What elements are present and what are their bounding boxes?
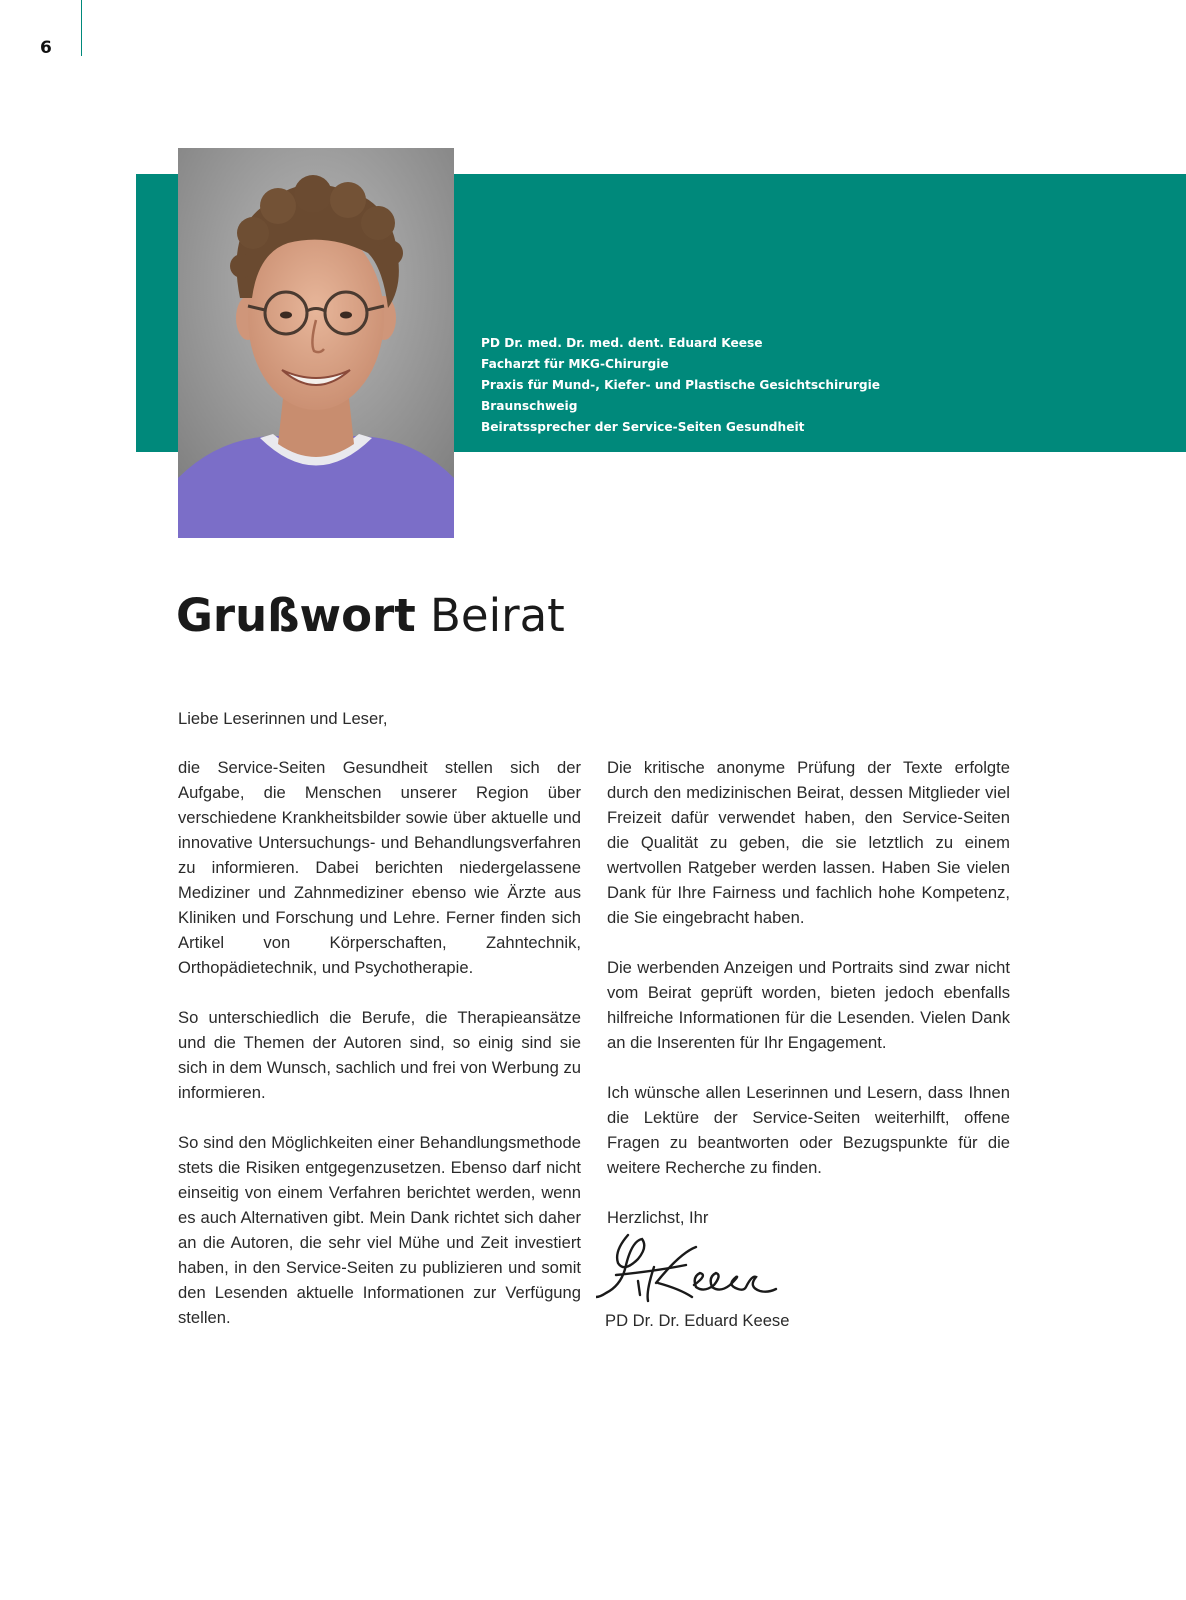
author-portrait	[178, 148, 454, 538]
closing: Herzlichst, Ihr	[607, 1208, 709, 1227]
author-city: Braunschweig	[481, 399, 578, 413]
page-title-bold: Grußwort	[176, 589, 416, 642]
portrait-illustration	[178, 148, 454, 538]
paragraph: Die kritische anonyme Prüfung der Texte erfolgte durch den medizinischen Beirat, dessen Mitglieder viel Freizeit dafür verwendet haben, den Service-Seiten die Qualität zu geben, die sie letztlich zu einem wertvollen Ratgeber werden lassen. Haben Sie vielen Dank für Ihre Fairness und fachlich hohe Kompetenz, die Sie eingebracht haben.	[607, 758, 1010, 927]
page-title	[176, 588, 565, 644]
author-role: Beiratssprecher der Service-Seiten Gesundheit	[481, 420, 805, 434]
author-info	[481, 333, 1161, 438]
letter-column-left	[178, 755, 581, 1355]
margin-rule	[81, 0, 82, 56]
salutation: Liebe Leserinnen und Leser,	[178, 709, 388, 728]
signature	[596, 1215, 796, 1310]
paragraph: So unterschiedlich die Berufe, die Therapieansätze und die Themen der Autoren sind, so einig sind sie sich in dem Wunsch, sachlich und frei von Werbung zu informieren.	[178, 1008, 581, 1102]
letter-column-right	[607, 755, 1010, 1255]
author-name: PD Dr. med. Dr. med. dent. Eduard Keese	[481, 336, 763, 350]
paragraph: Ich wünsche allen Leserinnen und Lesern, dass Ihnen die Lektüre der Service-Seiten weiterhilft, offene Fragen zu beantworten oder Bezugspunkte für die weitere Recherche zu finden.	[607, 1083, 1010, 1177]
paragraph: So sind den Möglichkeiten einer Behandlungsmethode stets die Risiken entgegenzusetzen. Ebenso darf nicht einseitig von einem Verfahren berichtet werden, wenn es auch Alternativen gibt. Mein Dank richtet sich daher an die Autoren, die sehr viel Mühe und Zeit investiert haben, in den Service-Seiten zu publizieren und somit den Lesenden aktuelle Informationen zur Verfügung stellen.	[178, 1133, 581, 1327]
author-specialty: Facharzt für MKG-Chirurgie	[481, 357, 669, 371]
paragraph: die Service-Seiten Gesundheit stellen sich der Aufgabe, die Menschen unserer Region über verschiedene Krankheitsbilder sowie über aktuelle und innovative Untersuchungs- und Behandlungsverfahren zu informieren. Dabei berichten niedergelassene Mediziner und Zahnmediziner ebenso wie Ärzte aus Kliniken und Forschung und Lehre. Ferner finden sich Artikel von Körperschaften, Zahntechnik, Orthopädietechnik, und Psychotherapie.	[178, 758, 581, 977]
paragraph: Die werbenden Anzeigen und Portraits sind zwar nicht vom Beirat geprüft worden, bieten jedoch ebenfalls hilfreiche Informationen für die Lesenden. Vielen Dank an die Inserenten für Ihr Engagement.	[607, 958, 1010, 1052]
signer-name: PD Dr. Dr. Eduard Keese	[605, 1311, 790, 1330]
page-title-regular: Beirat	[430, 589, 565, 642]
page-number: 6	[40, 38, 52, 58]
author-practice: Praxis für Mund-, Kiefer- und Plastische Gesichtschirurgie	[481, 378, 881, 392]
